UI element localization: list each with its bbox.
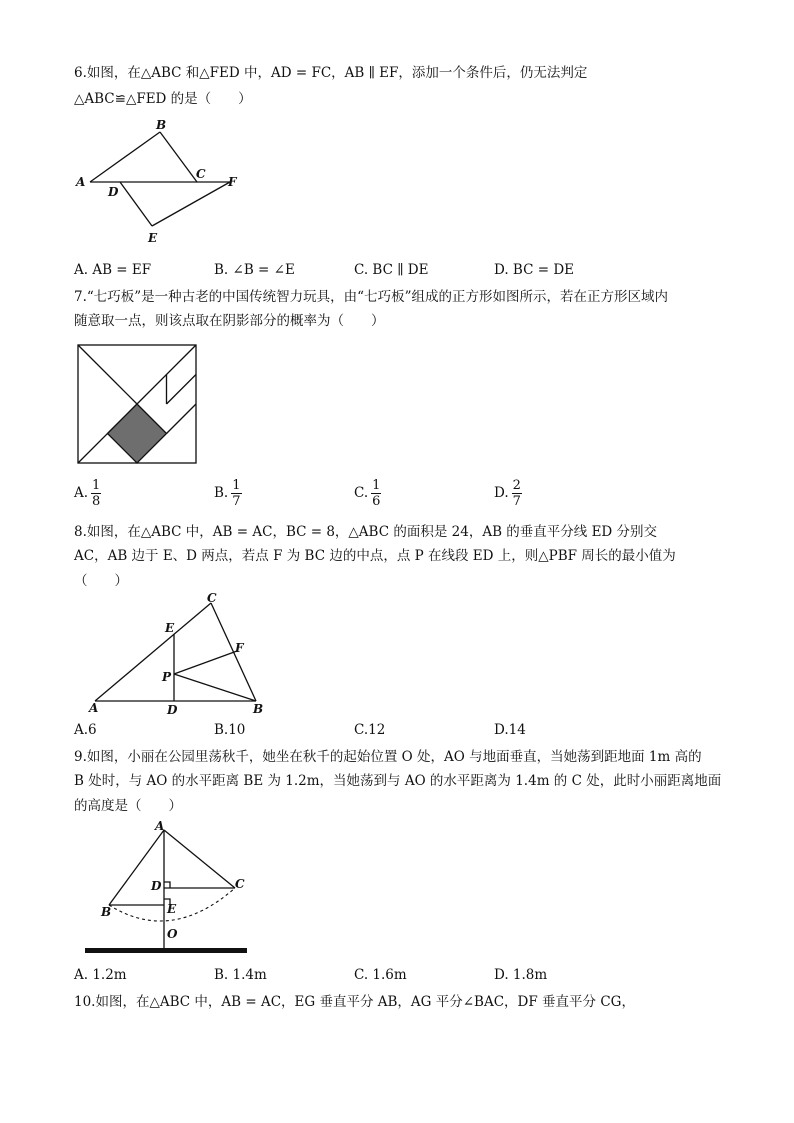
q6-label-c: C	[196, 167, 206, 181]
q8-label-p: P	[162, 670, 172, 684]
q8-option-a[interactable]: A.6	[74, 722, 97, 738]
q6-option-d[interactable]: D. BC = DE	[494, 262, 574, 278]
q7-tangram-figure	[78, 345, 196, 463]
q8-text-line1: 8.如图，在△ABC 中，AB = AC，BC = 8，△ABC 的面积是 24，AB 的垂直平分线 ED 分别交	[74, 524, 658, 540]
q8-option-c[interactable]: C.12	[354, 722, 386, 738]
q9-label-b: B	[101, 905, 112, 919]
q9-text-line1: 9.如图，小丽在公园里荡秋千，她坐在秋千的起始位置 O 处，AO 与地面垂直，当她荡到距地面 1m 高的	[74, 749, 702, 765]
q6-label-f: F	[228, 175, 237, 189]
q8-label-e: E	[165, 621, 175, 635]
q7-option-a[interactable]: A. $\frac{1}{8}$	[74, 478, 101, 509]
q6-label-b: B	[156, 118, 167, 132]
q7-option-b[interactable]: B. $\frac{1}{7}$	[214, 478, 241, 509]
q6-text-line1: 6.如图，在△ABC 和△FED 中，AD = FC，AB ∥ EF，添加一个条件后，仍无法判定	[74, 65, 588, 81]
q8-label-d: D	[167, 703, 178, 717]
q6-figure	[70, 118, 260, 248]
q7-option-d[interactable]: D. $\frac{2}{7}$	[494, 478, 521, 509]
q9-label-o: O	[167, 927, 178, 941]
q6-label-a: A	[76, 175, 86, 189]
q6-option-c[interactable]: C. BC ∥ DE	[354, 262, 429, 278]
q6-option-a[interactable]: A. AB = EF	[74, 262, 152, 278]
q8-text-line3: （ ）	[74, 573, 128, 589]
q7-text-line1: 7.“七巧板”是一种古老的中国传统智力玩具，由“七巧板”组成的正方形如图所示，若在正方形区域内	[74, 289, 668, 305]
q10-text-line1: 10.如图，在△ABC 中，AB = AC，EG 垂直平分 AB，AG 平分∠BAC，DF 垂直平分 CG，	[74, 994, 635, 1010]
q9-text-line3: 的高度是（ ）	[74, 798, 182, 814]
q8-label-b: B	[253, 702, 264, 716]
q9-label-c: C	[235, 877, 245, 891]
q7-option-c[interactable]: C. $\frac{1}{6}$	[354, 478, 381, 509]
q6-option-b[interactable]: B. ∠B = ∠E	[214, 262, 295, 278]
q8-text-line2: AC，AB 边于 E、D 两点，若点 F 为 BC 边的中点，点 P 在线段 ED 上，则△PBF 周长的最小值为	[74, 548, 676, 564]
q8-label-c: C	[207, 591, 217, 605]
q7-shaded-square	[108, 404, 167, 463]
q8-label-f: F	[235, 641, 244, 655]
q9-text-line2: B 处时，与 AO 的水平距离 BE 为 1.2m，当她荡到与 AO 的水平距离为 1.4m 的 C 处，此时小丽距离地面	[74, 773, 722, 789]
q7-text-line2: 随意取一点，则该点取在阴影部分的概率为（ ）	[74, 313, 385, 329]
q8-option-b[interactable]: B.10	[214, 722, 246, 738]
q8-option-d[interactable]: D.14	[494, 722, 526, 738]
q9-label-d: D	[151, 879, 162, 893]
q9-label-e: E	[167, 902, 177, 916]
q8-figure	[85, 592, 275, 722]
q9-option-c[interactable]: C. 1.6m	[354, 967, 407, 983]
q6-label-e: E	[148, 231, 158, 245]
q9-option-b[interactable]: B. 1.4m	[214, 967, 267, 983]
q9-option-d[interactable]: D. 1.8m	[494, 967, 548, 983]
q9-swing-figure	[85, 818, 255, 958]
q8-label-a: A	[89, 701, 99, 715]
q9-label-a: A	[155, 819, 165, 833]
q6-label-d: D	[108, 185, 119, 199]
q6-text-line2: △ABC≌△FED 的是（ ）	[74, 91, 252, 107]
q9-option-a[interactable]: A. 1.2m	[74, 967, 127, 983]
